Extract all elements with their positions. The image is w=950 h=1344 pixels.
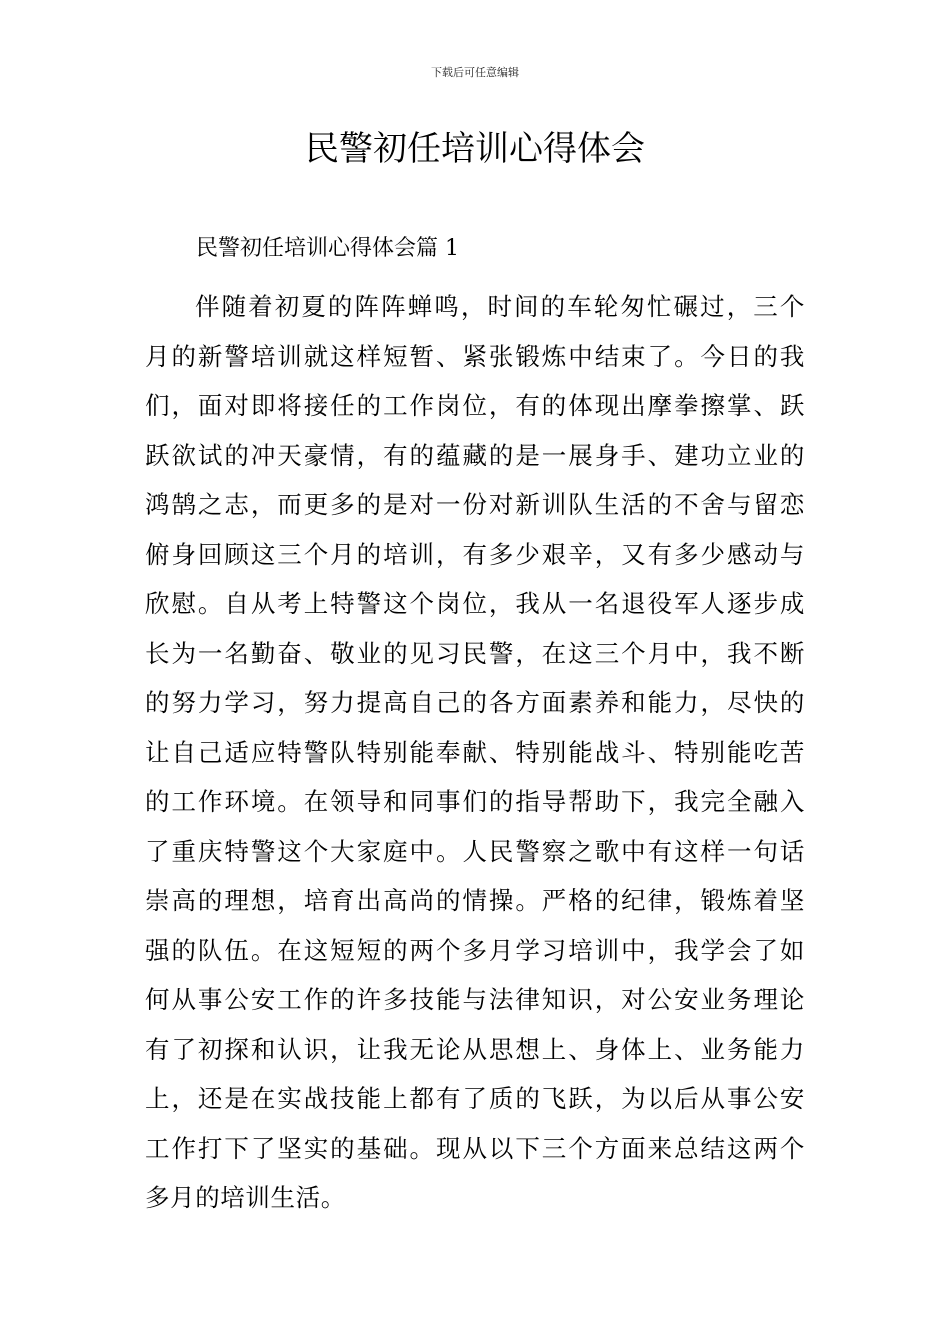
paragraph-line: 有了初探和认识，让我无论从思想上、身体上、业务能力 bbox=[145, 1034, 805, 1064]
paragraph-line: 俯身回顾这三个月的培训，有多少艰辛，又有多少感动与 bbox=[145, 539, 805, 569]
paragraph-line: 月的新警培训就这样短暂、紧张锻炼中结束了。今日的我 bbox=[145, 341, 805, 371]
header-note: 下载后可任意编辑 bbox=[431, 66, 519, 79]
paragraph-line: 了重庆特警这个大家庭中。人民警察之歌中有这样一句话 bbox=[145, 836, 805, 866]
paragraph-line: 强的队伍。在这短短的两个多月学习培训中，我学会了如 bbox=[145, 935, 805, 965]
paragraph-line: 的努力学习，努力提高自己的各方面素养和能力，尽快的 bbox=[145, 688, 805, 717]
paragraph-line: 上，还是在实战技能上都有了质的飞跃，为以后从事公安 bbox=[145, 1084, 805, 1113]
paragraph-line: 欣慰。自从考上特警这个岗位，我从一名退役军人逐步成 bbox=[145, 589, 805, 618]
body-paragraph bbox=[145, 282, 805, 1223]
paragraph-line: 跃欲试的冲天豪情，有的蕴藏的是一展身手、建功立业的 bbox=[145, 440, 805, 470]
paragraph-line: 伴随着初夏的阵阵蝉鸣，时间的车轮匆忙碾过，三个 bbox=[195, 292, 805, 321]
paragraph-line: 长为一名勤奋、敬业的见习民警，在这三个月中，我不断 bbox=[145, 638, 805, 668]
paragraph-line: 的工作环境。在领导和同事们的指导帮助下，我完全融入 bbox=[145, 787, 805, 816]
paragraph-line: 崇高的理想，培育出高尚的情操。严格的纪律，锻炼着坚 bbox=[145, 886, 805, 915]
document-title: 民警初任培训心得体会 bbox=[305, 129, 645, 169]
paragraph-line: 鸿鹄之志，而更多的是对一份对新训队生活的不舍与留恋 bbox=[145, 490, 805, 519]
paragraph-line: 何从事公安工作的许多技能与法律知识，对公安业务理论 bbox=[145, 985, 805, 1014]
paragraph-line: 们，面对即将接任的工作岗位，有的体现出摩拳擦掌、跃 bbox=[145, 391, 805, 420]
section-heading: 民警初任培训心得体会篇 1 bbox=[196, 236, 459, 261]
paragraph-line: 工作打下了坚实的基础。现从以下三个方面来总结这两个 bbox=[145, 1133, 805, 1163]
paragraph-line: 让自己适应特警队特别能奉献、特别能战斗、特别能吃苦 bbox=[145, 737, 805, 767]
paragraph-line: 多月的培训生活。 bbox=[145, 1183, 346, 1212]
